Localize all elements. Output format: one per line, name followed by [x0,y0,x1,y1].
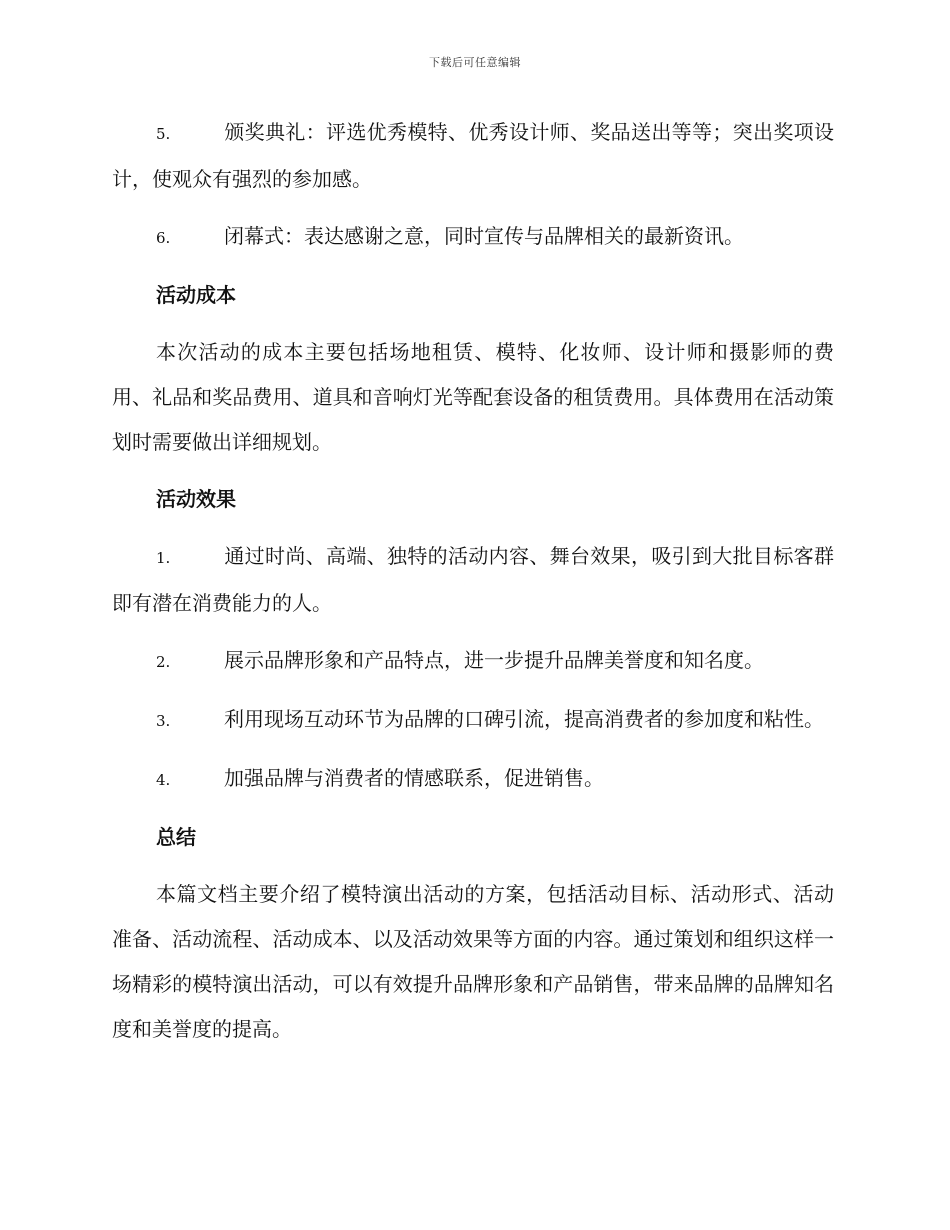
list-item-effect-1 [112,534,834,626]
list-item-text: 通过时尚、高端、独特的活动内容、舞台效果，吸引到大批目标客群即有潜在消费能力的人。 [112,544,834,615]
list-item-effect-4 [112,756,834,803]
paragraph-summary: 本篇文档主要介绍了模特演出活动的方案，包括活动目标、活动形式、活动准备、活动流程、活动成本、以及活动效果等方面的内容。通过策划和组织这样一场精彩的模特演出活动，可以有效提升品牌形象和产品销售，带来品牌的品牌知名度和美誉度的提高。 [112,882,834,1041]
list-item-text: 加强品牌与消费者的情感联系，促进销售。 [224,766,604,790]
document-body [112,110,834,1064]
paragraph-cost: 本次活动的成本主要包括场地租赁、模特、化妆师、设计师和摄影师的费用、礼品和奖品费用、道具和音响灯光等配套设备的租赁费用。具体费用在活动策划时需要做出详细规划。 [112,340,834,454]
list-item-number: 6. [156,229,171,247]
list-item-effect-2 [112,638,834,685]
list-item-number: 2. [156,653,171,671]
list-item-text: 展示品牌形象和产品特点，进一步提升品牌美誉度和知名度。 [224,648,764,672]
list-item-number: 3. [156,712,171,730]
list-item-text: 颁奖典礼：评选优秀模特、优秀设计师、奖品送出等等；突出奖项设计，使观众有强烈的参加感。 [112,120,834,191]
list-item-text: 闭幕式：表达感谢之意，同时宣传与品牌相关的最新资讯。 [224,224,744,248]
list-item-number: 1. [156,549,171,567]
list-item-award-ceremony [112,110,834,202]
section-heading-effect: 活动效果 [156,487,236,511]
list-item-closing [112,214,834,261]
list-item-number: 4. [156,771,171,789]
section-heading-cost: 活动成本 [156,283,236,307]
list-item-effect-3 [112,697,834,744]
section-heading-summary: 总结 [156,825,196,849]
header-note: 下载后可任意编辑 [429,56,521,69]
list-item-number: 5. [156,125,171,143]
list-item-text: 利用现场互动环节为品牌的口碑引流，提高消费者的参加度和粘性。 [224,707,824,731]
